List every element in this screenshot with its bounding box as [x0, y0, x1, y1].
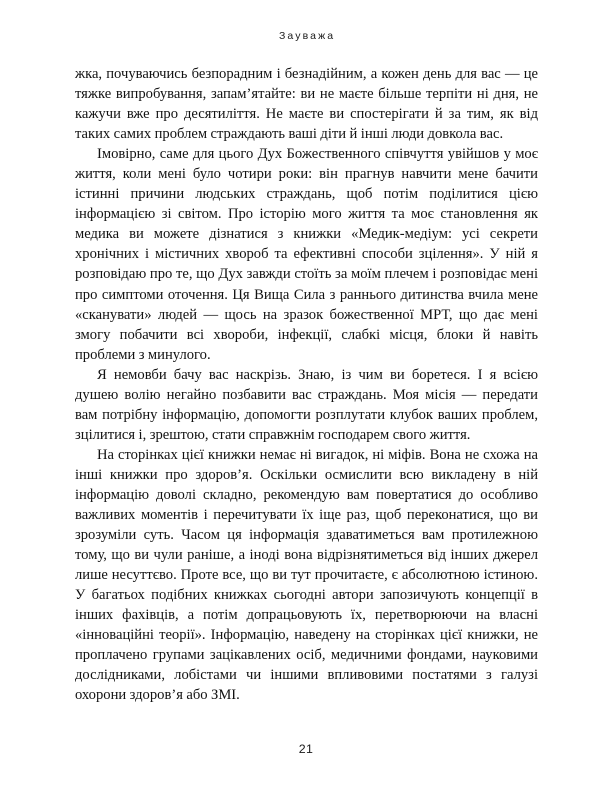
running-head: Зауважа [278, 30, 336, 42]
paragraph-truth: На сторінках цієї книжки немає ні вигадок, ні міфів. Вона не схожа на інші книжки про здоров’я. Оскільки осмислити всю викладену в ній інформацію доволі складно, рекомендую вам повертатися до особливо важливих моментів і перечитувати їх іще раз, щоб переконатися, що ви зрозуміли суть. Часом ця інформація здаватиметься вам протилежною тому, що ви чули раніше, а іноді вона відрізнятиметься від інших джерел лише несуттєво. Проте все, що ви тут прочитаєте, є абсолютною істиною. У багатьох подібних книжках сьогодні автори запозичують концепції в інших фахівців, а потім допрацьовують їх, перетворюючи на власні «інноваційні теорії». Інформацію, наведену на сторінках цієї книжки, не проплачено групами зацікавлених осіб, медичними фондами, науковими дослідниками, лобістами чи іншими впливовими постатями з галузі охорони здоров’я або ЗМІ. [75, 446, 538, 704]
page-number: 21 [298, 742, 314, 756]
paragraph-mission: Я немовби бачу вас наскрізь. Знаю, із чим ви боретеся. І я всією душею волію негайно позбавити вас страждань. Моя місія — передати вам потрібну інформацію, допомогти розплутати клубок ваших проблем, зцілитися і, зрештою, стати справжнім господарем свого життя. [75, 366, 538, 443]
paragraph-continued: жка, почуваючись безпорадним і безнадійним, а кожен день для вас — це тяжке випробування, запам’ятайте: ви не маєте більше терпіти ні дня, не кажучи вже про десятиліття. Не маєте ви спостерігати й за тим, як від таких самих проблем страждають ваші діти й інші люди довкола вас. [75, 66, 538, 143]
paragraph-spirit: Імовірно, саме для цього Дух Божественного співчуття увійшов у моє життя, коли мені було чотири роки: він прагнув навчити мене бачити істинні причини людських страждань, щоб потім поділитися цією інформацією зі світом. Про історію мого життя та моє становлення як медика ви можете дізнатися з книжки «Медик-медіум: усі секрети хронічних і містичних хвороб та ефективні способи зцілення». У ній я розповідаю про те, що Дух завжди стоїть за моїм плечем і розповідає мені про симптоми оточення. Ця Вища Сила з раннього дитинства вчила мене «сканувати» людей — щось на зразок божественної МРТ, що дає мені змогу побачити всі хвороби, інфекції, слабкі місця, блоки й навіть проблеми з минулого. [75, 146, 538, 363]
body-text-block [75, 64, 538, 706]
